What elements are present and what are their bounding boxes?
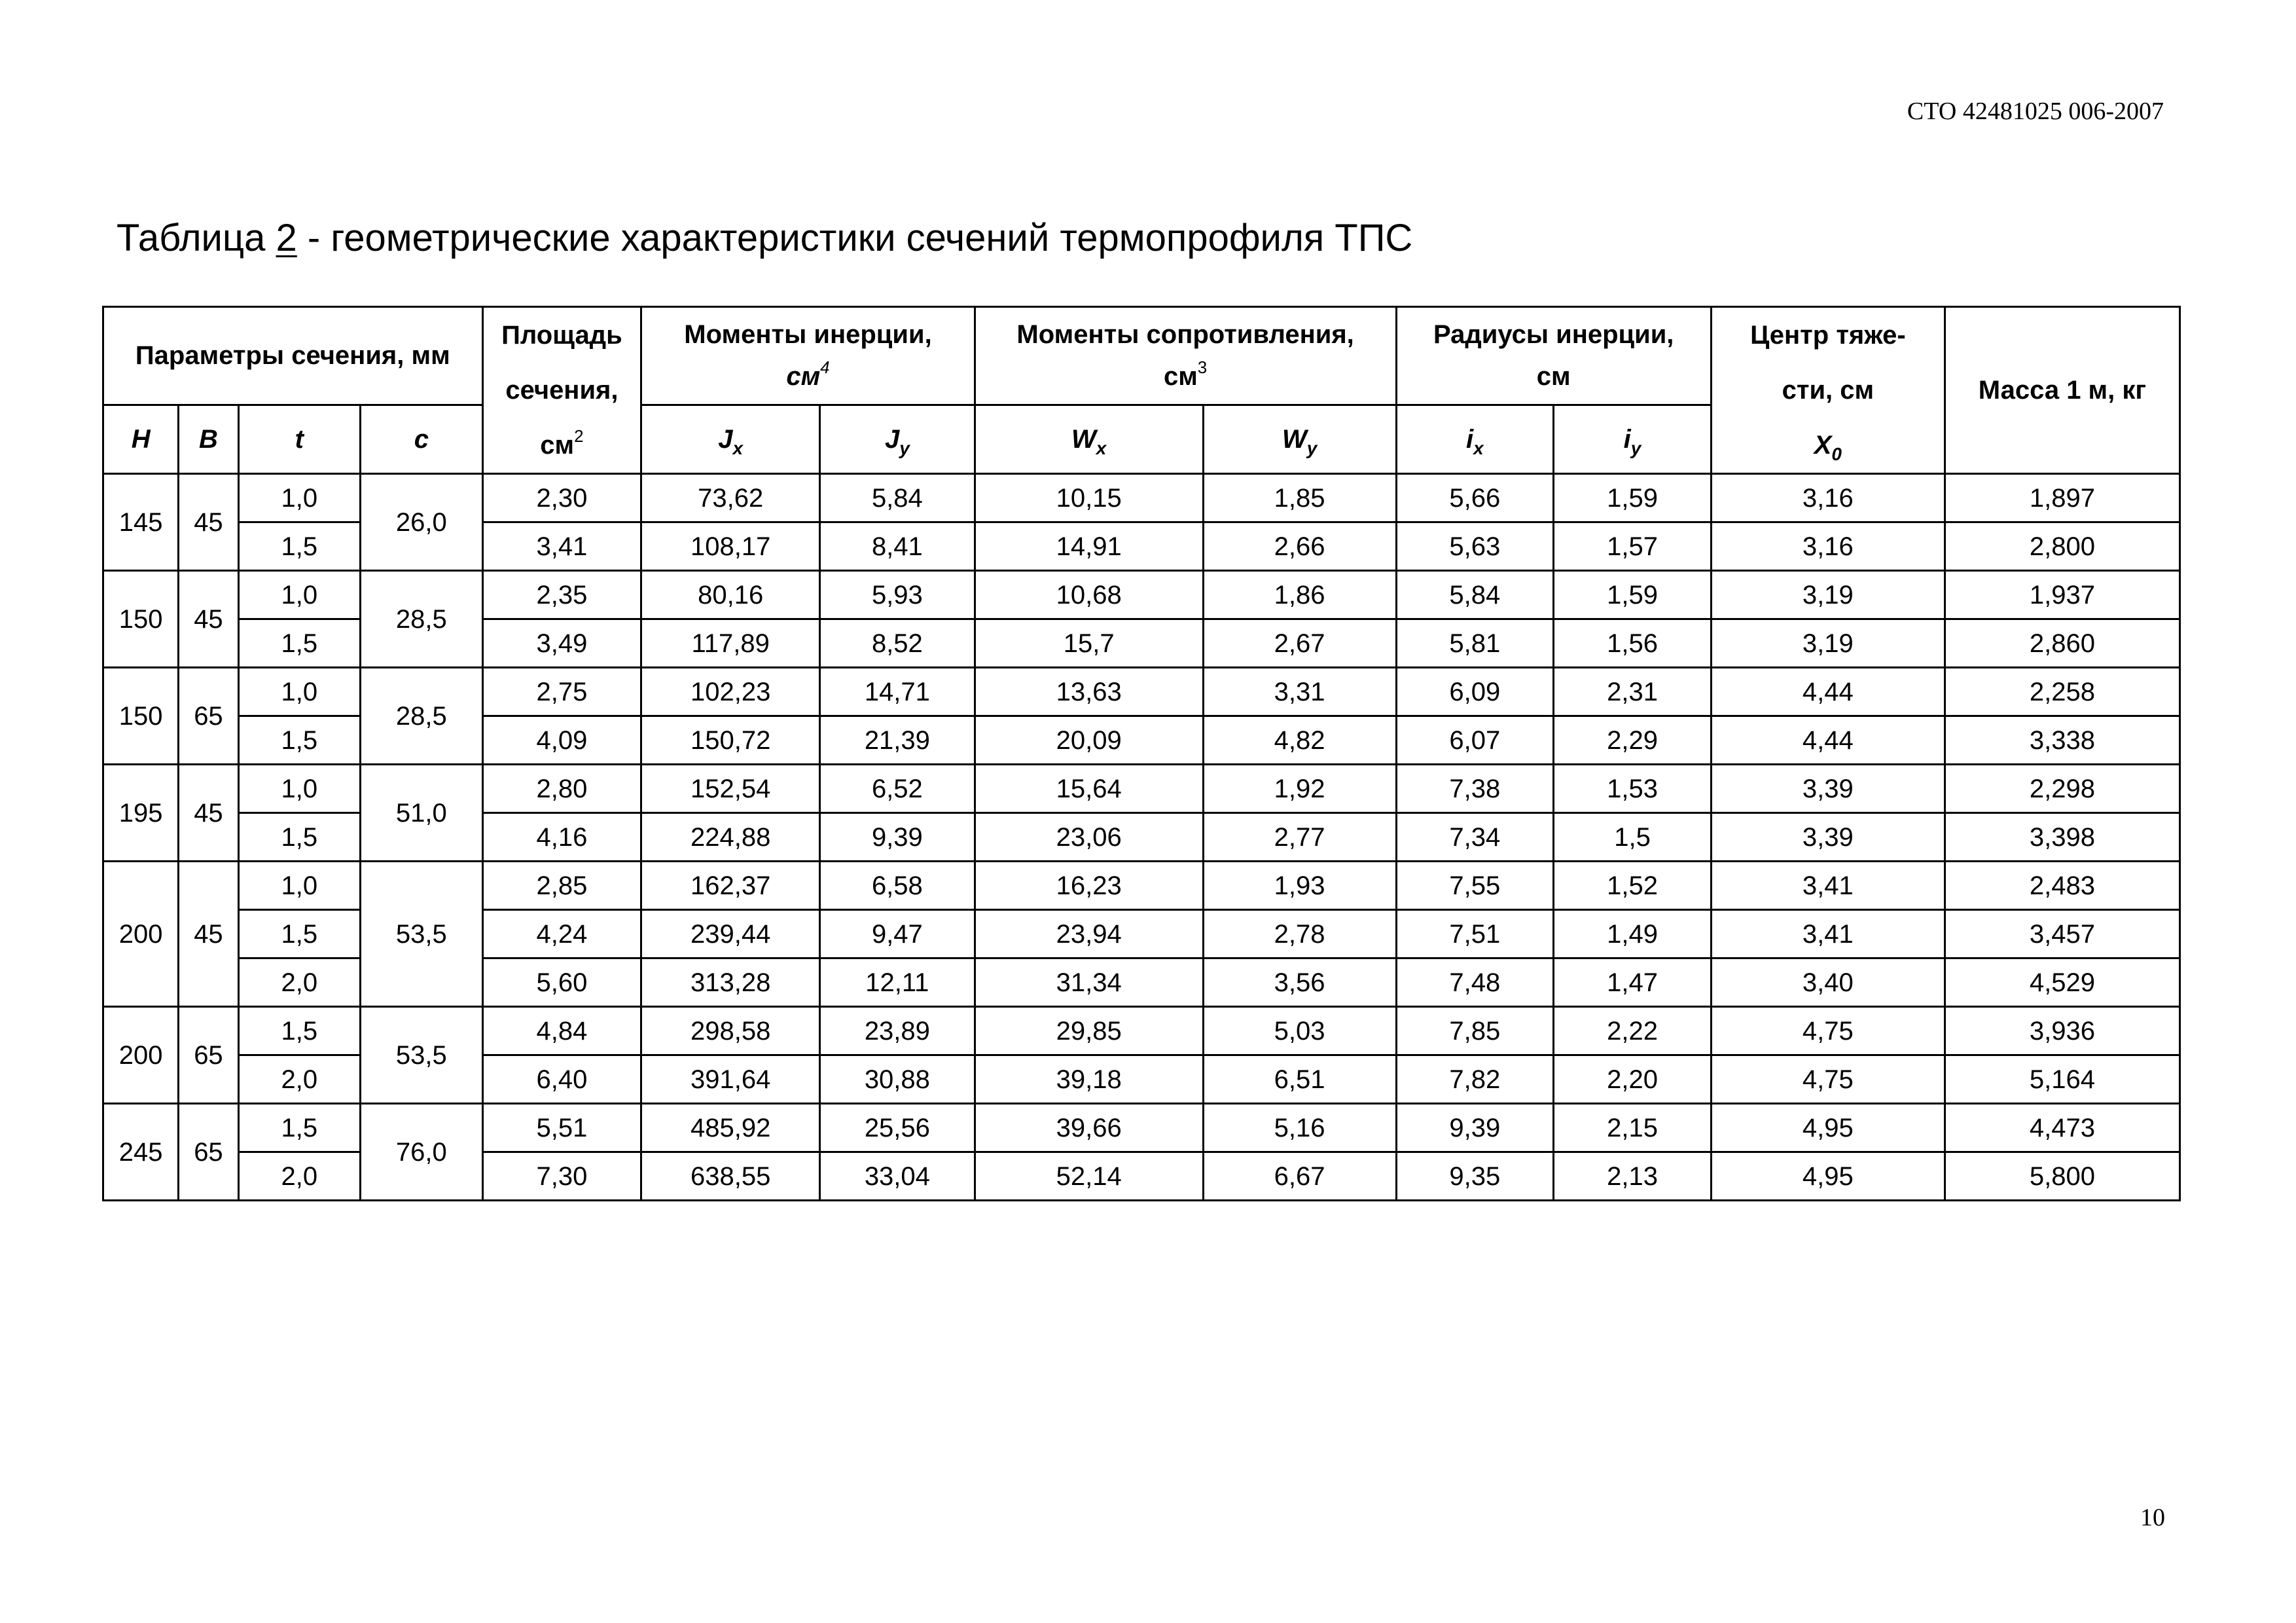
cell-m: 1,937 (1945, 571, 2179, 619)
cell-iy: 1,59 (1554, 571, 1712, 619)
cell-X0: 4,44 (1711, 668, 1945, 716)
header-resistance-moments (975, 307, 1396, 405)
section-properties-table (102, 306, 2181, 1201)
header-Wy: $W_y$ (1203, 405, 1396, 473)
cell-Jx: 313,28 (641, 958, 820, 1007)
cell-c: 26,0 (361, 474, 483, 571)
cell-X0: 3,16 (1711, 474, 1945, 522)
cell-iy: 1,5 (1554, 813, 1712, 862)
table-row (103, 474, 2180, 522)
cell-m: 5,800 (1945, 1152, 2179, 1201)
cell-Wx: 23,94 (975, 910, 1203, 958)
cell-B: 65 (179, 1007, 238, 1104)
cell-A: 2,85 (482, 862, 641, 910)
cell-m: 5,164 (1945, 1055, 2179, 1104)
cell-Jy: 12,11 (820, 958, 975, 1007)
cell-iy: 1,59 (1554, 474, 1712, 522)
cell-H: 145 (103, 474, 179, 571)
caption-table-number: 2 (276, 217, 297, 259)
cell-Wx: 15,64 (975, 765, 1203, 813)
cell-Wx: 29,85 (975, 1007, 1203, 1055)
header-inertia-moments (641, 307, 975, 405)
cell-Wx: 39,66 (975, 1104, 1203, 1152)
cell-ix: 6,07 (1396, 716, 1554, 765)
cell-A: 7,30 (482, 1152, 641, 1201)
cell-Wy: 5,03 (1203, 1007, 1396, 1055)
header-Jx: $J_x$ (641, 405, 820, 473)
header-area-unit: $см^2$ (540, 426, 584, 460)
cell-iy: 2,22 (1554, 1007, 1712, 1055)
cell-iy: 1,47 (1554, 958, 1712, 1007)
cell-t: 2,0 (238, 1152, 361, 1201)
cell-A: 3,41 (482, 522, 641, 571)
cell-c: 53,5 (361, 862, 483, 1007)
header-Jy: $J_y$ (820, 405, 975, 473)
header-inertia-radii (1396, 307, 1711, 405)
cell-m: 2,483 (1945, 862, 2179, 910)
cell-A: 6,40 (482, 1055, 641, 1104)
cell-iy: 1,49 (1554, 910, 1712, 958)
header-center-symbol: $X_0$ (1814, 431, 1842, 464)
cell-Jx: 239,44 (641, 910, 820, 958)
cell-X0: 4,75 (1711, 1055, 1945, 1104)
cell-Jx: 73,62 (641, 474, 820, 522)
cell-t: 1,5 (238, 910, 361, 958)
cell-Wy: 2,78 (1203, 910, 1396, 958)
cell-A: 4,24 (482, 910, 641, 958)
cell-X0: 3,40 (1711, 958, 1945, 1007)
table-row (103, 668, 2180, 716)
cell-Jy: 23,89 (820, 1007, 975, 1055)
cell-ix: 5,63 (1396, 522, 1554, 571)
cell-B: 45 (179, 862, 238, 1007)
cell-Jy: 5,93 (820, 571, 975, 619)
cell-Wx: 14,91 (975, 522, 1203, 571)
header-B: B (179, 405, 238, 473)
cell-Wx: 10,15 (975, 474, 1203, 522)
caption-prefix: Таблица (117, 217, 276, 259)
cell-Jy: 21,39 (820, 716, 975, 765)
cell-t: 1,0 (238, 668, 361, 716)
cell-c: 53,5 (361, 1007, 483, 1104)
cell-ix: 5,81 (1396, 619, 1554, 668)
cell-X0: 4,95 (1711, 1104, 1945, 1152)
cell-ix: 7,55 (1396, 862, 1554, 910)
cell-X0: 3,16 (1711, 522, 1945, 571)
header-center-line1: Центр тяже- (1750, 321, 1906, 350)
cell-X0: 4,95 (1711, 1152, 1945, 1201)
cell-Jy: 33,04 (820, 1152, 975, 1201)
cell-m: 2,860 (1945, 619, 2179, 668)
cell-Jy: 8,41 (820, 522, 975, 571)
cell-Wy: 3,56 (1203, 958, 1396, 1007)
header-H: H (103, 405, 179, 473)
cell-m: 3,457 (1945, 910, 2179, 958)
cell-t: 1,5 (238, 522, 361, 571)
cell-t: 1,0 (238, 862, 361, 910)
cell-Jy: 30,88 (820, 1055, 975, 1104)
cell-Jx: 638,55 (641, 1152, 820, 1201)
cell-Jy: 9,47 (820, 910, 975, 958)
cell-t: 1,5 (238, 619, 361, 668)
cell-Jx: 391,64 (641, 1055, 820, 1104)
cell-t: 2,0 (238, 1055, 361, 1104)
cell-Wx: 10,68 (975, 571, 1203, 619)
cell-Wx: 39,18 (975, 1055, 1203, 1104)
table-caption (117, 216, 1412, 260)
cell-m: 4,529 (1945, 958, 2179, 1007)
cell-X0: 3,39 (1711, 765, 1945, 813)
cell-iy: 1,53 (1554, 765, 1712, 813)
cell-X0: 3,19 (1711, 619, 1945, 668)
header-area-line2: сечения, (505, 376, 619, 405)
cell-B: 45 (179, 765, 238, 862)
page-number: 10 (2140, 1504, 2165, 1531)
header-inertia-title: Моменты инерции, (684, 320, 932, 350)
cell-H: 150 (103, 668, 179, 765)
cell-Wy: 1,92 (1203, 765, 1396, 813)
cell-H: 245 (103, 1104, 179, 1201)
cell-X0: 3,19 (1711, 571, 1945, 619)
cell-H: 200 (103, 1007, 179, 1104)
header-resistance-unit: $см^3$ (1163, 357, 1208, 392)
cell-t: 1,5 (238, 1104, 361, 1152)
cell-Wx: 20,09 (975, 716, 1203, 765)
cell-t: 1,5 (238, 716, 361, 765)
cell-t: 2,0 (238, 958, 361, 1007)
table-body (103, 474, 2180, 1201)
cell-A: 3,49 (482, 619, 641, 668)
table-row (103, 862, 2180, 910)
cell-Wy: 6,67 (1203, 1152, 1396, 1201)
cell-X0: 4,44 (1711, 716, 1945, 765)
cell-ix: 7,82 (1396, 1055, 1554, 1104)
cell-m: 3,398 (1945, 813, 2179, 862)
header-center-line2: сти, см (1782, 376, 1874, 405)
header-t: t (238, 405, 361, 473)
cell-iy: 2,13 (1554, 1152, 1712, 1201)
cell-c: 51,0 (361, 765, 483, 862)
cell-Jx: 102,23 (641, 668, 820, 716)
table-row (103, 765, 2180, 813)
cell-m: 2,800 (1945, 522, 2179, 571)
cell-Jx: 298,58 (641, 1007, 820, 1055)
cell-ix: 7,48 (1396, 958, 1554, 1007)
cell-A: 2,75 (482, 668, 641, 716)
cell-ix: 7,51 (1396, 910, 1554, 958)
cell-A: 4,84 (482, 1007, 641, 1055)
cell-iy: 1,56 (1554, 619, 1712, 668)
cell-m: 2,298 (1945, 765, 2179, 813)
cell-ix: 7,34 (1396, 813, 1554, 862)
cell-X0: 3,39 (1711, 813, 1945, 862)
cell-c: 76,0 (361, 1104, 483, 1201)
cell-Wy: 4,82 (1203, 716, 1396, 765)
cell-t: 1,5 (238, 813, 361, 862)
cell-Wx: 23,06 (975, 813, 1203, 862)
cell-m: 3,338 (1945, 716, 2179, 765)
cell-ix: 5,66 (1396, 474, 1554, 522)
cell-Wy: 2,66 (1203, 522, 1396, 571)
cell-H: 150 (103, 571, 179, 668)
cell-Jx: 108,17 (641, 522, 820, 571)
cell-t: 1,0 (238, 765, 361, 813)
header-area-line1: Площадь (501, 321, 622, 350)
cell-c: 28,5 (361, 668, 483, 765)
header-ix: $i_x$ (1396, 405, 1554, 473)
cell-Jx: 224,88 (641, 813, 820, 862)
cell-Jy: 25,56 (820, 1104, 975, 1152)
cell-ix: 7,85 (1396, 1007, 1554, 1055)
cell-iy: 1,52 (1554, 862, 1712, 910)
cell-Wx: 16,23 (975, 862, 1203, 910)
cell-A: 2,35 (482, 571, 641, 619)
cell-Wy: 1,86 (1203, 571, 1396, 619)
cell-Jx: 117,89 (641, 619, 820, 668)
cell-ix: 9,35 (1396, 1152, 1554, 1201)
cell-A: 2,80 (482, 765, 641, 813)
cell-Jy: 5,84 (820, 474, 975, 522)
cell-m: 1,897 (1945, 474, 2179, 522)
table-row (103, 1104, 2180, 1152)
cell-c: 28,5 (361, 571, 483, 668)
cell-iy: 1,57 (1554, 522, 1712, 571)
cell-Wx: 52,14 (975, 1152, 1203, 1201)
cell-A: 4,09 (482, 716, 641, 765)
cell-X0: 4,75 (1711, 1007, 1945, 1055)
cell-ix: 7,38 (1396, 765, 1554, 813)
cell-Jy: 14,71 (820, 668, 975, 716)
cell-B: 45 (179, 571, 238, 668)
cell-A: 5,51 (482, 1104, 641, 1152)
cell-t: 1,0 (238, 571, 361, 619)
header-area (482, 307, 641, 474)
header-section-params: Параметры сечения, мм (103, 307, 483, 405)
cell-ix: 6,09 (1396, 668, 1554, 716)
cell-Jy: 6,52 (820, 765, 975, 813)
cell-X0: 3,41 (1711, 862, 1945, 910)
document-code: СТО 42481025 006-2007 (1907, 98, 2164, 125)
cell-m: 4,473 (1945, 1104, 2179, 1152)
cell-A: 5,60 (482, 958, 641, 1007)
cell-Wy: 2,67 (1203, 619, 1396, 668)
cell-iy: 2,15 (1554, 1104, 1712, 1152)
cell-t: 1,0 (238, 474, 361, 522)
cell-A: 4,16 (482, 813, 641, 862)
cell-Wx: 15,7 (975, 619, 1203, 668)
header-inertia-unit: $см^4$ (786, 357, 830, 392)
cell-Jy: 9,39 (820, 813, 975, 862)
cell-Wx: 13,63 (975, 668, 1203, 716)
cell-iy: 2,31 (1554, 668, 1712, 716)
cell-B: 65 (179, 1104, 238, 1201)
header-radius-title: Радиусы инерции, (1433, 320, 1674, 350)
header-Wx: $W_x$ (975, 405, 1203, 473)
header-center-of-gravity (1711, 307, 1945, 474)
cell-B: 65 (179, 668, 238, 765)
header-resistance-title: Моменты сопротивления, (1016, 320, 1354, 350)
cell-iy: 2,29 (1554, 716, 1712, 765)
cell-H: 195 (103, 765, 179, 862)
cell-iy: 2,20 (1554, 1055, 1712, 1104)
cell-Jx: 152,54 (641, 765, 820, 813)
cell-Wy: 1,93 (1203, 862, 1396, 910)
cell-Wy: 5,16 (1203, 1104, 1396, 1152)
caption-text: - геометрические характеристики сечений термопрофиля ТПС (296, 217, 1413, 259)
table-row (103, 1007, 2180, 1055)
cell-Jy: 8,52 (820, 619, 975, 668)
cell-m: 2,258 (1945, 668, 2179, 716)
cell-ix: 9,39 (1396, 1104, 1554, 1152)
cell-Wy: 1,85 (1203, 474, 1396, 522)
header-iy: $i_y$ (1554, 405, 1712, 473)
cell-A: 2,30 (482, 474, 641, 522)
cell-t: 1,5 (238, 1007, 361, 1055)
cell-ix: 5,84 (1396, 571, 1554, 619)
cell-Jy: 6,58 (820, 862, 975, 910)
cell-Wy: 3,31 (1203, 668, 1396, 716)
cell-Jx: 162,37 (641, 862, 820, 910)
cell-Wy: 2,77 (1203, 813, 1396, 862)
cell-X0: 3,41 (1711, 910, 1945, 958)
cell-Wy: 6,51 (1203, 1055, 1396, 1104)
cell-H: 200 (103, 862, 179, 1007)
cell-B: 45 (179, 474, 238, 571)
header-c: c (361, 405, 483, 473)
cell-Jx: 80,16 (641, 571, 820, 619)
header-radius-unit: см (1536, 362, 1571, 392)
cell-Jx: 485,92 (641, 1104, 820, 1152)
cell-m: 3,936 (1945, 1007, 2179, 1055)
cell-Jx: 150,72 (641, 716, 820, 765)
table-row (103, 571, 2180, 619)
header-mass: Масса 1 м, кг (1945, 307, 2179, 474)
cell-Wx: 31,34 (975, 958, 1203, 1007)
